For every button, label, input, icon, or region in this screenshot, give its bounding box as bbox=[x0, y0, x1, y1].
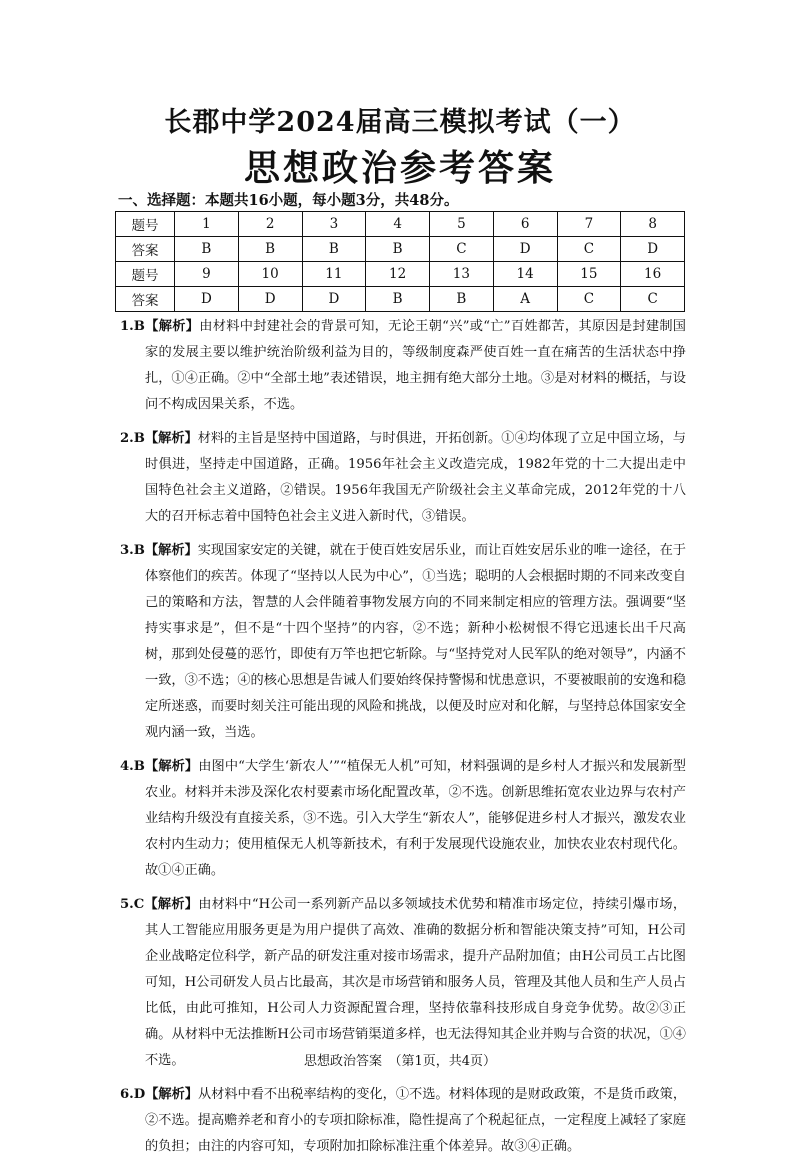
analysis-tag: 【解析】 bbox=[144, 759, 199, 774]
explanation-text: 从材料中看不出税率结构的变化，①不选。材料体现的是财政政策，不是货币政策，②不选。提高赡养老和育小的专项扣除标准，隐性提高了个税起征点，一定程度上减轻了家庭的负担；由注的内容可知，专项附加扣除标准注重个体差异。故③④正确。 bbox=[145, 1087, 687, 1154]
item-answer: D bbox=[133, 1087, 146, 1102]
answer-table bbox=[115, 211, 685, 312]
answer-row bbox=[116, 237, 685, 262]
question-number: 4 bbox=[366, 212, 430, 237]
explanation-item bbox=[120, 314, 686, 418]
row-label: 题号 bbox=[116, 262, 175, 287]
answer-cell: B bbox=[302, 237, 366, 262]
answer-cell: C bbox=[430, 237, 494, 262]
item-number: 2. bbox=[120, 431, 134, 446]
answer-cell: B bbox=[366, 237, 430, 262]
item-answer: B bbox=[133, 759, 145, 774]
answer-cell: C bbox=[621, 287, 685, 312]
question-number: 6 bbox=[493, 212, 557, 237]
answer-cell: B bbox=[238, 237, 302, 262]
question-number: 12 bbox=[366, 262, 430, 287]
item-number: 5. bbox=[120, 897, 134, 912]
explanation-item bbox=[120, 538, 686, 746]
answer-cell: B bbox=[430, 287, 494, 312]
item-answer: B bbox=[133, 431, 145, 446]
answer-cell: B bbox=[366, 287, 430, 312]
question-number-row bbox=[116, 262, 685, 287]
answer-cell: D bbox=[493, 237, 557, 262]
analysis-tag: 【解析】 bbox=[144, 543, 198, 558]
question-number: 7 bbox=[557, 212, 621, 237]
item-answer: B bbox=[133, 543, 145, 558]
explanation-text: 材料的主旨是坚持中国道路，与时俱进，开拓创新。①④均体现了立足中国立场，与时俱进，坚持走中国道路，正确。1956年社会主义改造完成，1982年党的十二大提出走中国特色社会主义道路，②错误。1956年我国无产阶级社会主义革命完成，2012年党的十八大的召开标志着中国特色社会主义进入新时代，③错误。 bbox=[145, 431, 686, 524]
question-number: 8 bbox=[621, 212, 685, 237]
row-label: 答案 bbox=[116, 237, 175, 262]
question-number: 16 bbox=[621, 262, 685, 287]
item-answer: C bbox=[133, 897, 145, 912]
answer-cell: D bbox=[621, 237, 685, 262]
answer-cell: C bbox=[557, 237, 621, 262]
answer-key-title: 思想政治参考答案 bbox=[243, 147, 556, 189]
item-number: 6. bbox=[120, 1087, 134, 1102]
explanation-item bbox=[120, 1082, 686, 1160]
explanation-text: 实现国家安定的关键，就在于使百姓安居乐业，而让百姓安居乐业的唯一途径，在于体察他们的疾苦。体现了“坚持以人民为中心”，①当选；聪明的人会根据时期的不同来改变自己的策略和方法，智慧的人会伴随着事物发展方向的不同来制定相应的管理方法。强调要“坚持实事求是”，但不是“十四个坚持”的内容，②不选；新种小松树恨不得它迅速长出千尺高树，那到处侵蔓的恶竹，即使有万竿也把它斩除。与“坚持党对人民军队的绝对领导”，内涵不一致，③不选；④的核心思想是告诫人们要始终保持警惕和忧患意识，不要被眼前的安逸和稳定所迷惑，而要时刻关注可能出现的风险和挑战，以便及时应对和化解，与坚持总体国家安全观内涵一致，当选。 bbox=[145, 543, 686, 740]
question-number: 1 bbox=[175, 212, 239, 237]
explanation-text: 由材料中封建社会的背景可知，无论王朝“兴”或“亡”百姓都苦，其原因是封建制国家的发展主要以维护统治阶级利益为目的，等级制度森严使百姓一直在痛苦的生活状态中挣扎，①④正确。②中“全部土地”表述错误，地主拥有绝大部分土地。③是对材料的概括，与设问不构成因果关系，不选。 bbox=[145, 319, 686, 412]
answer-cell: A bbox=[493, 287, 557, 312]
answer-cell: D bbox=[238, 287, 302, 312]
page-footer: 思想政治答案 （第1页，共4页） bbox=[303, 1054, 497, 1069]
question-number: 10 bbox=[238, 262, 302, 287]
explanation-item bbox=[120, 754, 686, 884]
question-number: 11 bbox=[302, 262, 366, 287]
analysis-tag: 【解析】 bbox=[145, 1087, 198, 1102]
explanation-item bbox=[120, 426, 686, 530]
question-number: 14 bbox=[493, 262, 557, 287]
question-number: 9 bbox=[175, 262, 239, 287]
row-label: 答案 bbox=[116, 287, 175, 312]
analysis-tag: 【解析】 bbox=[144, 431, 198, 446]
answer-cell: C bbox=[557, 287, 621, 312]
item-answer: B bbox=[133, 319, 145, 334]
explanation-text: 由材料中“H公司一系列新产品以多领域技术优势和精准市场定位，持续引爆市场，其人工智能应用服务更是为用户提供了高效、准确的数据分析和智能决策支持”可知，H公司企业战略定位科学，新产品的研发注重对接市场需求，提升产品附加值；由H公司员工占比图可知，H公司研发人员占比最高，其次是市场营销和服务人员，管理及其他人员和生产人员占比低，由此可推知，H公司人力资源配置合理，坚持依靠科技形成自身竞争优势。故②③正确。从材料中无法推断H公司市场营销渠道多样，也无法得知其企业并购与合资的状况，①④不选。 bbox=[145, 897, 687, 1068]
answer-cell: D bbox=[175, 287, 239, 312]
answer-cell: D bbox=[302, 287, 366, 312]
explanation-item bbox=[120, 892, 686, 1074]
item-number: 1. bbox=[120, 319, 134, 334]
explanation-text: 由图中“大学生‘新农人’”“植保无人机”可知，材料强调的是乡村人才振兴和发展新型农业。材料并未涉及深化农村要素市场化配置改革，②不选。创新思维拓宽农业边界与农村产业结构升级没有直接关系，③不选。引入大学生“新农人”，能够促进乡村人才振兴，激发农业农村内生动力；使用植保无人机等新技术，有利于发展现代设施农业，加快农业农村现代化。故①④正确。 bbox=[145, 759, 686, 878]
section-heading: 一、选择题：本题共16小题，每小题3分，共48分。 bbox=[118, 192, 459, 209]
question-number-row bbox=[116, 212, 685, 237]
question-number: 13 bbox=[430, 262, 494, 287]
answer-cell: B bbox=[175, 237, 239, 262]
row-label: 题号 bbox=[116, 212, 175, 237]
question-number: 5 bbox=[430, 212, 494, 237]
answer-row bbox=[116, 287, 685, 312]
question-number: 15 bbox=[557, 262, 621, 287]
analysis-tag: 【解析】 bbox=[144, 897, 199, 912]
question-number: 2 bbox=[238, 212, 302, 237]
analysis-tag: 【解析】 bbox=[144, 319, 200, 334]
item-number: 3. bbox=[120, 543, 134, 558]
item-number: 4. bbox=[120, 759, 134, 774]
question-number: 3 bbox=[302, 212, 366, 237]
exam-title: 长郡中学2024届高三模拟考试（一） bbox=[164, 107, 636, 138]
explanation-list bbox=[120, 314, 686, 1168]
